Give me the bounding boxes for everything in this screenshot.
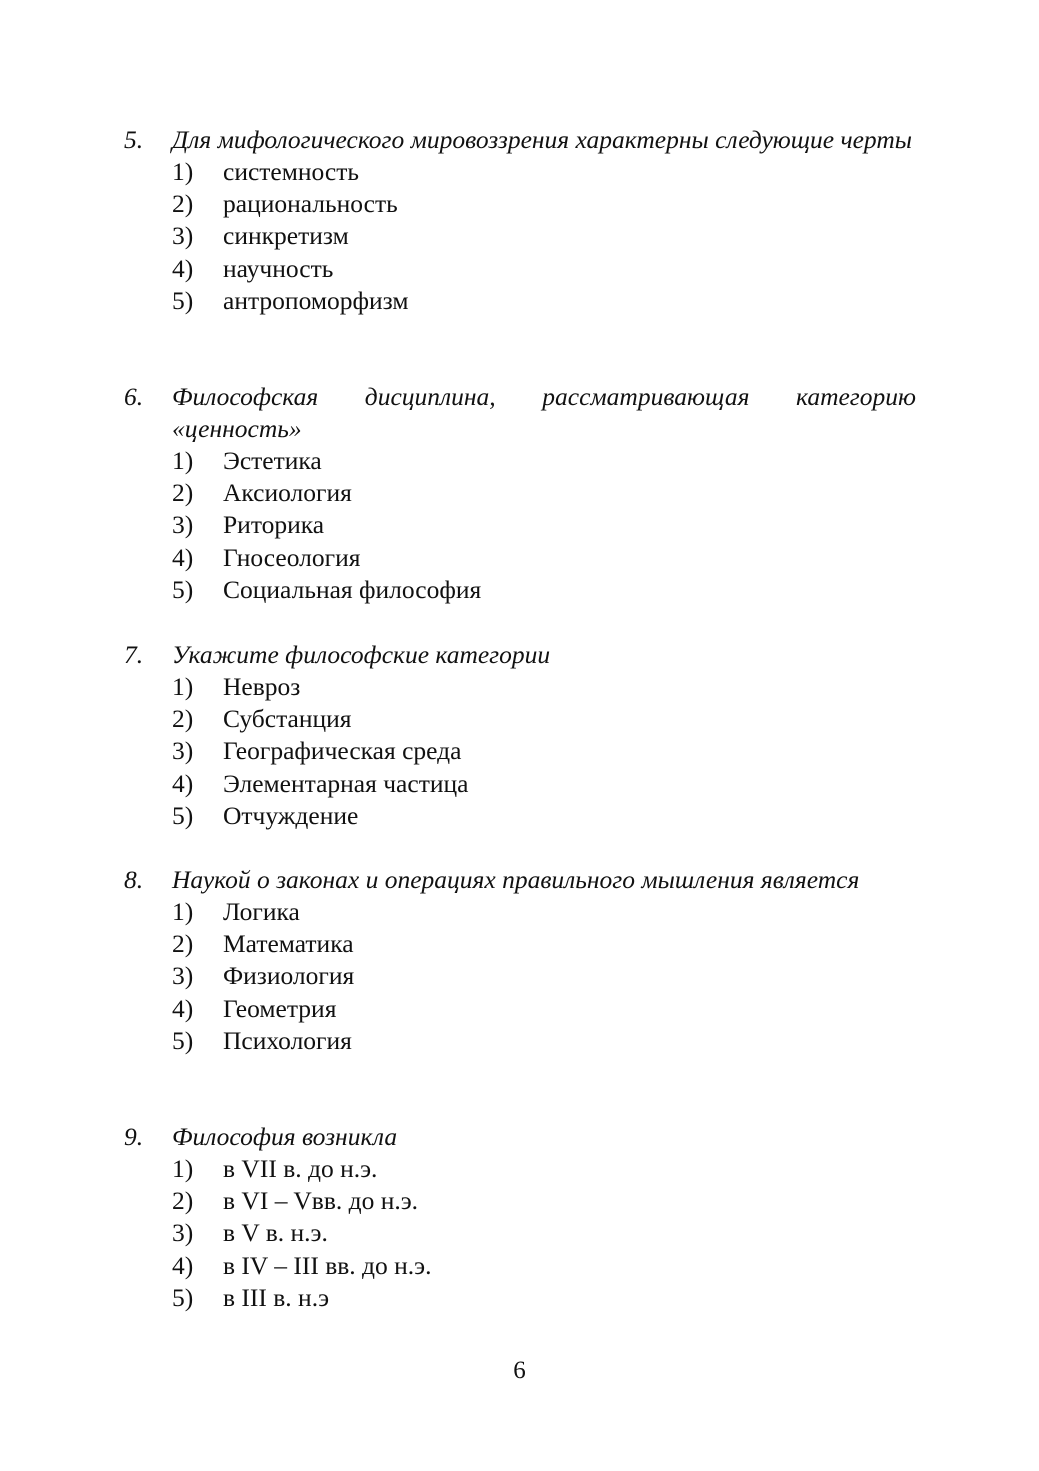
option-number: 4) [172,253,194,283]
answer-option [172,1282,916,1314]
option-number: 1) [172,897,194,926]
option-text: Логика [223,897,300,926]
question-number: 7. [124,640,144,669]
option-number: 3) [172,510,194,540]
option-number: 1) [172,446,194,475]
question-9 [124,1121,916,1314]
question-heading [124,381,916,445]
question-text: Наукой о законах и операциях правильного мышления является [172,865,860,894]
answer-option [172,220,916,252]
answer-options [124,1153,916,1314]
question-number: 8. [124,865,144,894]
answer-option [172,1217,916,1249]
option-number: 2) [172,1186,194,1216]
question-7 [124,639,916,832]
answer-option [172,253,916,285]
question-text: Философская дисциплина, рассматривающая категорию «ценность» [172,382,916,443]
option-number: 5) [172,1282,194,1312]
answer-options [124,671,916,832]
option-number: 1) [172,157,194,186]
option-number: 4) [172,993,194,1023]
option-text: Социальная философия [223,574,482,604]
answer-options [124,156,916,317]
answer-option [172,542,916,574]
answer-option [172,735,916,767]
question-6 [124,381,916,606]
answer-option [172,896,916,928]
option-text: в VII в. до н.э. [223,1154,378,1183]
option-text: Риторика [223,510,325,540]
option-text: Эстетика [223,446,322,475]
answer-option [172,188,916,220]
option-number: 3) [172,1218,194,1248]
option-number: 2) [172,478,194,508]
option-number: 3) [172,961,194,991]
option-text: научность [223,253,334,283]
question-text: Укажите философские категории [172,640,551,669]
answer-option [172,960,916,992]
option-text: Физиология [223,961,355,991]
question-number: 5. [124,125,144,154]
question-8 [124,864,916,1057]
option-number: 2) [172,929,194,959]
answer-option [172,703,916,735]
answer-option [172,993,916,1025]
answer-option [172,1025,916,1057]
option-number: 5) [172,800,194,830]
page-number: 6 [513,1357,526,1384]
answer-option [172,768,916,800]
option-text: Субстанция [223,704,352,734]
option-text: в III в. н.э [223,1282,330,1312]
option-number: 2) [172,189,194,219]
option-number: 5) [172,285,194,315]
option-text: Психология [223,1025,352,1055]
answer-options [124,445,916,606]
option-number: 3) [172,736,194,766]
option-number: 4) [172,768,194,798]
answer-option [172,509,916,541]
answer-option [172,445,916,477]
option-text: системность [223,157,360,186]
option-text: синкретизм [223,221,349,251]
answer-option [172,477,916,509]
answer-option [172,800,916,832]
option-text: Гносеология [223,542,361,572]
option-text: Математика [223,929,354,959]
answer-option [172,671,916,703]
question-heading [124,864,916,896]
option-text: Геометрия [223,993,337,1023]
question-5 [124,124,916,317]
option-number: 5) [172,1025,194,1055]
question-number: 9. [124,1122,144,1151]
option-number: 3) [172,221,194,251]
question-number: 6. [124,382,144,411]
option-number: 4) [172,1250,194,1280]
answer-option [172,156,916,188]
question-text: Философия возникла [172,1122,398,1151]
option-text: Невроз [223,672,301,701]
answer-option [172,1185,916,1217]
answer-options [124,896,916,1057]
option-number: 5) [172,574,194,604]
question-heading [124,639,916,671]
option-text: Географическая среда [223,736,462,766]
option-text: в IV – III вв. до н.э. [223,1250,432,1280]
answer-option [172,1250,916,1282]
question-heading [124,1121,916,1153]
answer-option [172,928,916,960]
option-number: 1) [172,672,194,701]
answer-option [172,1153,916,1185]
option-text: рациональность [223,189,398,219]
option-text: Отчуждение [223,800,359,830]
option-number: 2) [172,704,194,734]
option-text: Аксиология [223,478,352,508]
question-text: Для мифологического мировоззрения характерны следующие черты [172,125,913,154]
question-heading [124,124,916,156]
option-text: в VI – Vвв. до н.э. [223,1186,419,1216]
option-text: в V в. н.э. [223,1218,328,1248]
option-number: 1) [172,1154,194,1183]
option-text: Элементарная частица [223,768,469,798]
answer-option [172,285,916,317]
answer-option [172,574,916,606]
option-number: 4) [172,542,194,572]
option-text: антропоморфизм [223,285,409,315]
